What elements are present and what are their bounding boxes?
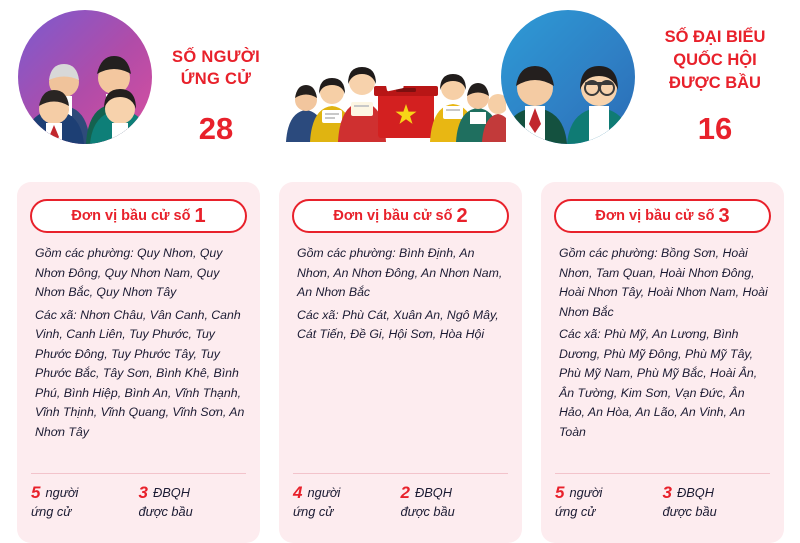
card-1-elected-number: 3 — [138, 483, 148, 502]
stat-elected-deputies — [501, 8, 786, 158]
constituency-card-2 — [279, 182, 522, 543]
header-banner — [0, 0, 800, 170]
card-2-candidates-label-2: ứng cử — [293, 504, 334, 519]
card-1-wards — [35, 244, 245, 303]
card-3-elected-label-2: được bầu — [662, 504, 717, 519]
card-2-candidates-label-1: người — [307, 485, 341, 500]
card-2-title-number: 2 — [456, 205, 468, 227]
card-2-elected-label-1: ĐBQH — [414, 485, 452, 500]
card-3-elected-number: 3 — [662, 483, 672, 502]
card-1-communes-label: Các xã: — [35, 307, 77, 322]
constituency-card-3 — [541, 182, 784, 543]
constituency-card-3-title — [554, 199, 771, 233]
card-1-title-text: Đơn vị bầu cử số — [71, 208, 191, 224]
stat-candidates — [18, 8, 268, 158]
constituency-card-2-footer — [293, 473, 508, 531]
card-3-wards-value: Bồng Sơn, Hoài Nhơn, Tam Quan, Hoài Nhơn Đông, Hoài Nhơn Tây, Hoài Nhơn Nam, Hoài Nhơn Bắc — [559, 246, 768, 319]
card-3-communes — [559, 325, 769, 442]
card-1-elected — [139, 474, 247, 531]
constituency-cards — [0, 182, 800, 543]
stat-elected-deputies-value: 16 — [697, 111, 733, 146]
card-2-wards-value: Bình Định, An Nhơn, An Nhơn Đông, An Nhơn Nam, An Nhơn Bắc — [297, 246, 503, 299]
card-1-communes-value: Nhơn Châu, Vân Canh, Canh Vinh, Canh Liên, Tuy Phước, Tuy Phước Đông, Tuy Phước Tây, Tuy Phước Bắc, Tây Sơn, Bình Khê, Bình Phú, Bình Hiệp, Bình An, Vĩnh Thạnh, Vĩnh Thịnh, Vĩnh Quang, Vĩnh Sơn, An Nhơn Tây — [35, 307, 245, 439]
card-1-candidates-label-1: người — [45, 485, 79, 500]
card-1-wards-label: Gồm các phường: — [35, 246, 134, 260]
card-1-elected-label-1: ĐBQH — [152, 485, 190, 500]
card-3-communes-value: Phù Mỹ, An Lương, Bình Dương, Phù Mỹ Đông, Phù Mỹ Tây, Phù Mỹ Nam, Phù Mỹ Bắc, Hoài Ân, Ân Tường, Kim Sơn, Vạn Đức, Ân Hảo, An Hòa, An Lão, An Vinh, An Toàn — [559, 327, 758, 439]
card-2-elected — [401, 474, 509, 531]
card-3-communes-label: Các xã: — [559, 327, 601, 341]
card-2-wards-label: Gồm các phường: — [297, 246, 396, 260]
card-1-title-number: 1 — [194, 205, 206, 227]
stat-elected-deputies-label: SỐ ĐẠI BIỂU QUỐC HỘI ĐƯỢC BẦU — [664, 28, 766, 92]
card-3-candidates — [555, 474, 663, 531]
card-1-candidates-number: 5 — [31, 483, 41, 502]
constituency-card-1-body — [35, 244, 245, 444]
card-3-wards-label: Gồm các phường: — [559, 246, 658, 260]
stat-candidates-label: SỐ NGƯỜI ỨNG CỬ — [172, 48, 260, 88]
card-2-candidates — [293, 474, 401, 531]
card-2-elected-label-2: được bầu — [400, 504, 455, 519]
constituency-card-2-body — [297, 244, 507, 347]
card-2-communes-label: Các xã: — [297, 307, 339, 322]
card-3-candidates-label-2: ứng cử — [555, 504, 596, 519]
card-3-title-number: 3 — [718, 205, 730, 227]
constituency-card-3-footer — [555, 473, 770, 531]
card-3-wards — [559, 244, 769, 322]
constituency-card-1-footer — [31, 473, 246, 531]
card-2-title-text: Đơn vị bầu cử số — [333, 208, 453, 224]
card-3-candidates-label-1: người — [569, 485, 603, 500]
card-1-candidates — [31, 474, 139, 531]
card-1-elected-label-2: được bầu — [138, 504, 193, 519]
stat-candidates-value: 28 — [198, 111, 234, 146]
deputies-portrait-circle-icon — [501, 10, 635, 144]
voters-portrait-circle-icon — [18, 10, 152, 144]
card-2-communes-value: Phù Cát, Xuân An, Ngô Mây, Cát Tiến, Đề Gi, Hội Sơn, Hòa Hội — [297, 307, 499, 341]
card-3-candidates-number: 5 — [555, 483, 565, 502]
constituency-card-1-title — [30, 199, 247, 233]
card-3-title-text: Đơn vị bầu cử số — [595, 208, 715, 224]
card-1-candidates-label-2: ứng cử — [31, 504, 72, 519]
card-2-elected-number: 2 — [400, 483, 410, 502]
constituency-card-1 — [17, 182, 260, 543]
people-voting-ballot-box-illustration — [284, 16, 506, 142]
card-1-communes — [35, 306, 245, 443]
constituency-card-3-body — [559, 244, 769, 444]
card-3-elected-label-1: ĐBQH — [676, 485, 714, 500]
card-3-elected — [663, 474, 771, 531]
constituency-card-2-title — [292, 199, 509, 233]
card-1-wards-value: Quy Nhơn, Quy Nhơn Đông, Quy Nhơn Nam, Quy Nhơn Bắc, Quy Nhơn Tây — [35, 246, 223, 299]
card-2-candidates-number: 4 — [293, 483, 303, 502]
card-2-wards — [297, 244, 507, 303]
card-2-communes — [297, 306, 507, 345]
